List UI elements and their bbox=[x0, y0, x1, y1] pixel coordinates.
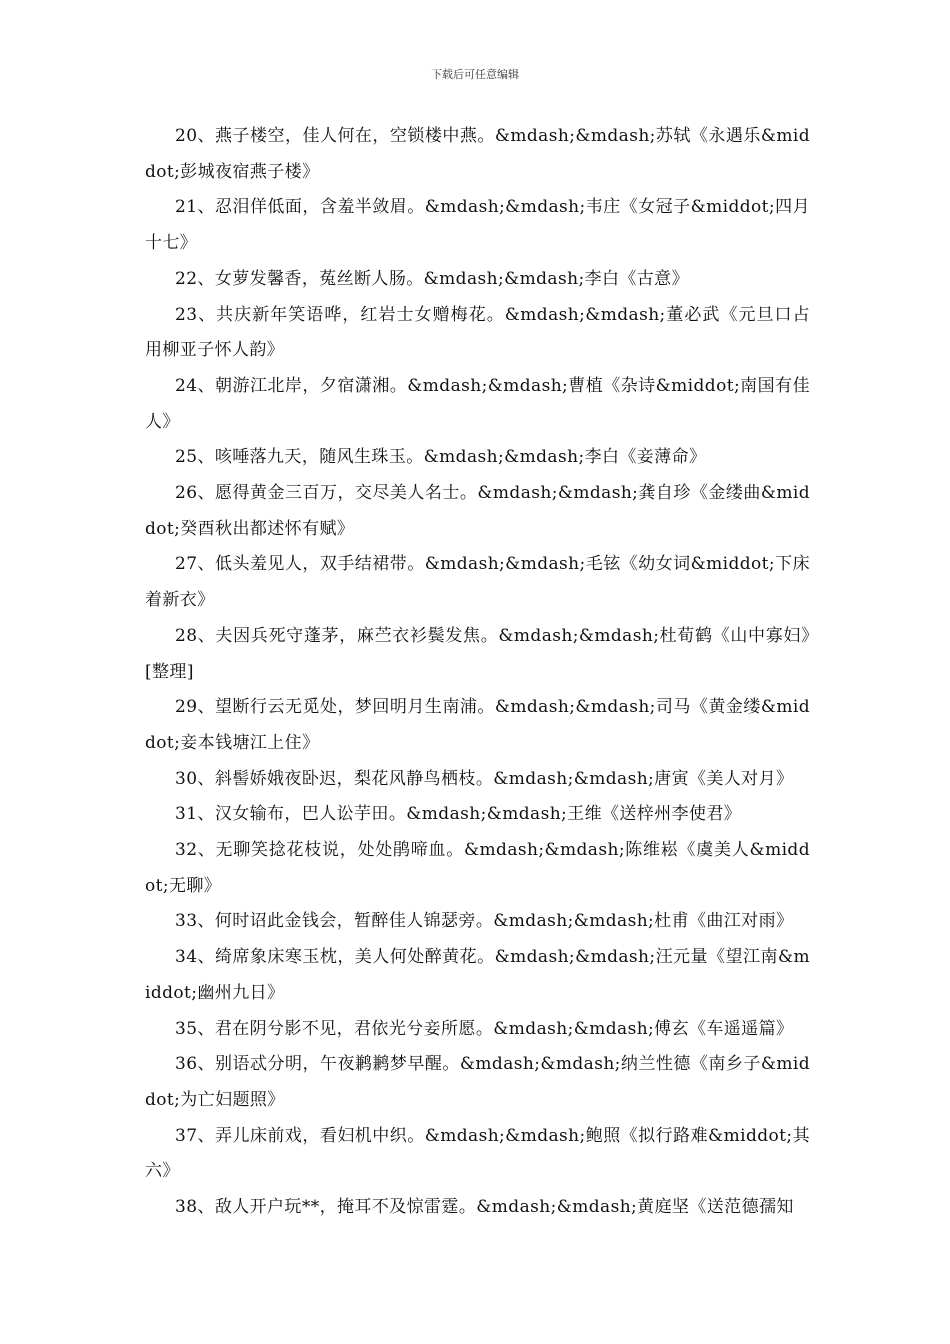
list-item: 20、燕子楼空，佳人何在，空锁楼中燕。&mdash;&mdash;苏轼《永遇乐&middot;彭城夜宿燕子楼》 bbox=[145, 126, 810, 182]
list-item: 30、斜髻娇娥夜卧迟，梨花风静鸟栖枝。&mdash;&mdash;唐寅《美人对月》 bbox=[175, 768, 794, 789]
list-item: 28、夫因兵死守蓬茅，麻苎衣衫鬓发焦。&mdash;&mdash;杜荀鹤《山中寡妇》[整理] bbox=[145, 625, 810, 682]
list-item: 38、敌人开户玩**，掩耳不及惊雷霆。&mdash;&mdash;黄庭坚《送范德孺知 bbox=[175, 1197, 794, 1218]
list-item: 32、无聊笑捻花枝说，处处鹃啼血。&mdash;&mdash;陈维崧《虞美人&middot;无聊》 bbox=[145, 840, 810, 896]
list-item: 24、朝游江北岸，夕宿潇湘。&mdash;&mdash;曹植《杂诗&middot;南国有佳人》 bbox=[145, 375, 810, 432]
list-item: 36、别语忒分明，午夜鹣鹣梦早醒。&mdash;&mdash;纳兰性德《南乡子&middot;为亡妇题照》 bbox=[145, 1054, 810, 1110]
list-item: 27、低头羞见人，双手结裙带。&mdash;&mdash;毛铉《幼女词&middot;下床着新衣》 bbox=[145, 554, 810, 611]
list-item: 33、何时诏此金钱会，暂醉佳人锦瑟旁。&mdash;&mdash;杜甫《曲江对雨》 bbox=[175, 911, 794, 932]
list-item: 35、君在阴兮影不见，君依光兮妾所愿。&mdash;&mdash;傅玄《车遥遥篇》 bbox=[175, 1018, 794, 1039]
list-item: 21、忍泪佯低面，含羞半敛眉。&mdash;&mdash;韦庄《女冠子&middot;四月十七》 bbox=[145, 197, 810, 254]
list-item: 37、弄儿床前戏，看妇机中织。&mdash;&mdash;鲍照《拟行路难&middot;其六》 bbox=[145, 1125, 810, 1182]
page-header: 下载后可任意编辑 bbox=[431, 68, 519, 81]
list-item: 26、愿得黄金三百万，交尽美人名士。&mdash;&mdash;龚自珍《金缕曲&middot;癸酉秋出都述怀有赋》 bbox=[145, 483, 810, 539]
list-item: 29、望断行云无觅处，梦回明月生南浦。&mdash;&mdash;司马《黄金缕&middot;妾本钱塘江上住》 bbox=[145, 697, 810, 753]
poem-list bbox=[145, 119, 810, 1226]
list-item: 23、共庆新年笑语哗，红岩士女赠梅花。&mdash;&mdash;董必武《元旦口占用柳亚子怀人韵》 bbox=[145, 304, 810, 361]
list-item: 34、绮席象床寒玉枕，美人何处醉黄花。&mdash;&mdash;汪元量《望江南&middot;幽州九日》 bbox=[145, 947, 810, 1003]
list-item: 31、汉女输布，巴人讼芋田。&mdash;&mdash;王维《送梓州李使君》 bbox=[175, 804, 742, 825]
list-item: 25、咳唾落九天，随风生珠玉。&mdash;&mdash;李白《妾薄命》 bbox=[175, 447, 707, 468]
list-item: 22、女萝发馨香，菟丝断人肠。&mdash;&mdash;李白《古意》 bbox=[175, 268, 689, 289]
